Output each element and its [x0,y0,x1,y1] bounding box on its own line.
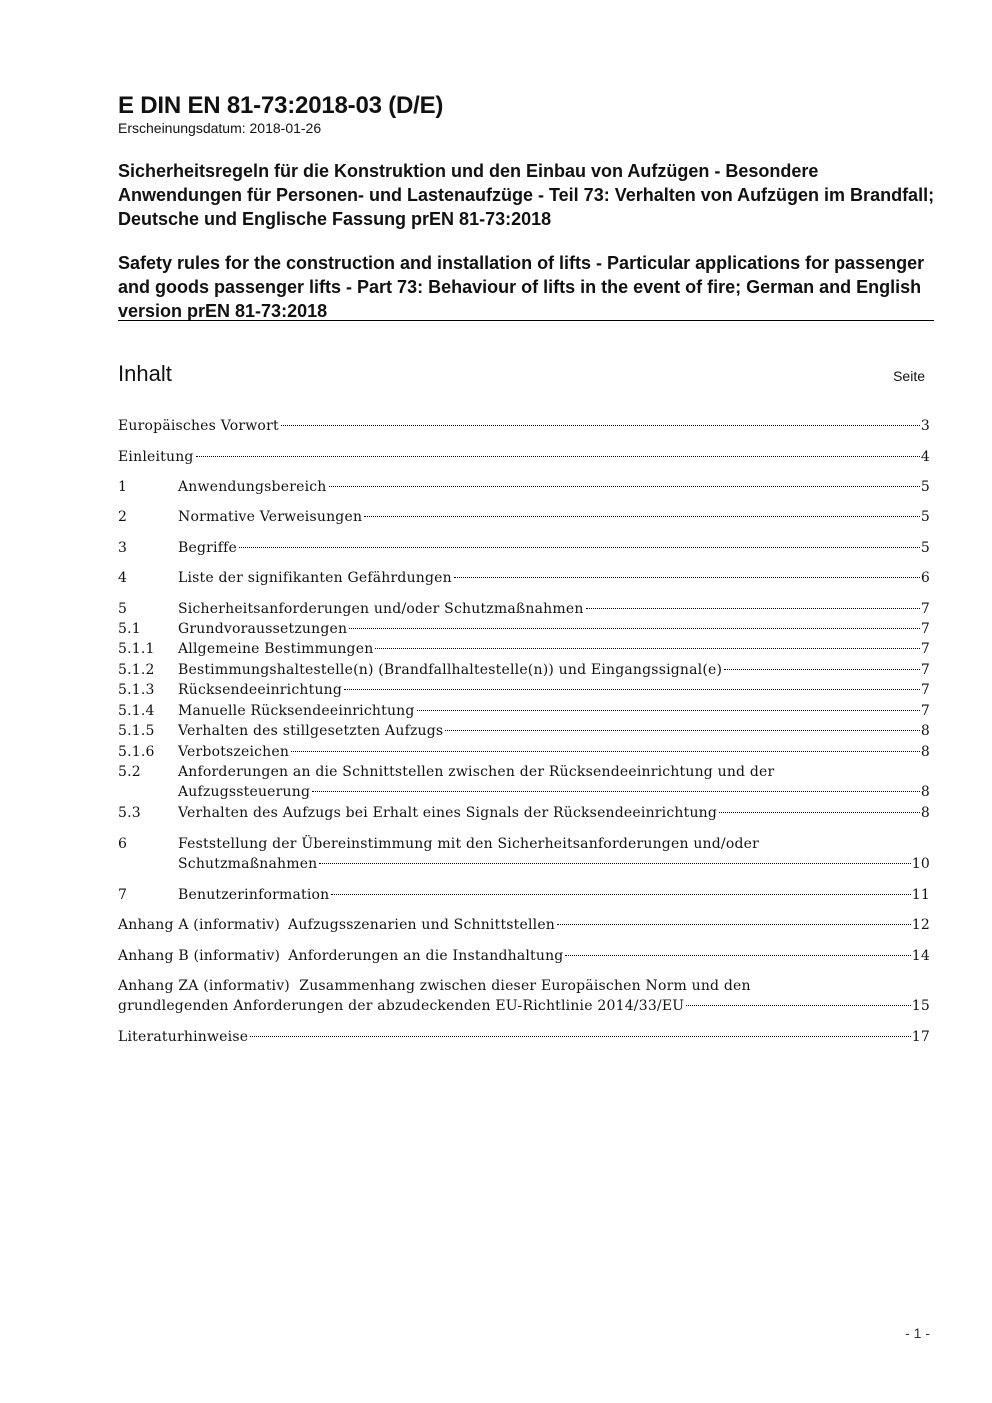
toc-entry-3[interactable] [118,540,930,560]
toc-entry-page: 7 [920,641,930,657]
toc-entry-page: 10 [911,856,930,872]
publication-date: Erscheinungsdatum: 2018-01-26 [118,120,322,136]
toc-entry-anhang-a[interactable] [118,917,930,937]
toc-entry-5-1-6[interactable] [118,744,930,764]
toc-entry-title: Benutzerinformation [178,887,330,903]
toc-entry-page: 8 [920,784,930,800]
toc-entry-page: 7 [920,601,930,617]
toc-entry-5-1[interactable] [118,621,930,641]
toc-entry-5[interactable] [118,601,930,621]
toc-entry-title: Anwendungsbereich [178,479,327,495]
toc-entry-title: Verbotszeichen [178,744,290,760]
toc-entry-5-1-1[interactable] [118,641,930,661]
title-english: Safety rules for the construction and installation of lifts - Particular applications for passenger and goods passenger lifts - Part 73: Behaviour of lifts in the event of fire; German and English version prEN 81-73:2018 [118,253,925,321]
toc-entry-einleitung[interactable] [118,449,930,469]
toc-entry-number: 1 [118,479,128,495]
toc-entry-page: 7 [920,682,930,698]
toc-entry-number: 5 [118,601,128,617]
toc-leader-dots [349,628,920,629]
toc-entry-number: 5.1.1 [118,641,155,657]
toc-entry-5-1-5[interactable] [118,723,930,743]
toc-entry-anhang-b[interactable] [118,948,930,968]
toc-leader-dots [329,486,920,487]
toc-entry-page: 12 [911,917,930,933]
toc-entry-number: Anhang ZA (informativ) [118,978,290,994]
toc-entry-title: Aufzugssteuerung [178,784,311,800]
toc-entry-title: Begriffe [178,540,237,556]
toc-entry-5-2[interactable] [118,764,930,804]
toc-entry-page: 8 [920,744,930,760]
toc-leader-dots [454,577,920,578]
toc-leader-dots [312,791,920,792]
toc-leader-dots [586,608,920,609]
toc-entry-5-1-3[interactable] [118,682,930,702]
toc-entry-number: 5.2 [118,764,141,780]
toc-leader-dots [686,1005,911,1006]
toc-entry-2[interactable] [118,509,930,529]
toc-leader-dots [375,648,919,649]
toc-leader-dots [331,894,910,895]
toc-entry-number: 5.1.3 [118,682,155,698]
toc-entry-title-start: Zusammenhang zwischen dieser Europäischen Norm und den [299,978,751,994]
toc-entry-number: 7 [118,887,128,903]
toc-entry-title: Rücksendeeinrichtung [178,682,343,698]
toc-entry-page: 3 [920,418,930,434]
toc-entry-title-line1: Anforderungen an die Schnittstellen zwischen der Rücksendeeinrichtung und der [178,764,775,780]
toc-entry-7[interactable] [118,887,930,907]
toc-entry-6[interactable] [118,836,930,876]
toc-entry-title: Bestimmungshaltestelle(n) (Brandfallhaltestelle(n)) und Eingangssignal(e) [178,662,723,678]
toc-entry-title: Grundvoraussetzungen [178,621,348,637]
toc-leader-dots [196,456,920,457]
toc-entry-europaeisches-vorwort[interactable] [118,418,930,438]
toc-entry-number: Anhang A (informativ) [118,917,281,933]
toc-entry-number: 4 [118,570,128,586]
toc-entry-page: 5 [920,479,930,495]
toc-entry-number: Anhang B (informativ) [118,948,281,964]
toc-leader-dots [557,924,911,925]
toc-entry-title-line1 [118,978,751,994]
toc-leader-dots [291,751,920,752]
toc-entry-5-1-2[interactable] [118,662,930,682]
toc-entry-number: 5.1.5 [118,723,155,739]
toc-entry-number: 5.1.6 [118,744,155,760]
toc-entry-page: 8 [920,805,930,821]
toc-page-column-header: Seite [893,368,925,384]
toc-leader-dots [319,863,910,864]
toc-entry-page: 5 [920,540,930,556]
toc-entry-anhang-za[interactable] [118,978,930,1018]
toc-entry-page: 15 [911,998,930,1014]
toc-entry-literaturhinweise[interactable] [118,1029,930,1049]
toc-entry-number: 3 [118,540,128,556]
toc-entry-title: Einleitung [118,449,194,465]
toc-entry-title: Europäisches Vorwort [118,418,279,434]
toc-leader-dots [445,730,920,731]
toc-entry-title: grundlegenden Anforderungen der abzudeckenden EU-Richtlinie 2014/33/EU [118,998,685,1014]
title-german: Sicherheitsregeln für die Konstruktion und den Einbau von Aufzügen - Besondere Anwendungen für Personen- und Lastenaufzüge - Teil 73: Verhalten von Aufzügen im Brandfall; Deutsche und Englische Fassung prEN 81-73:2018 [118,161,935,229]
toc-heading: Inhalt [118,361,172,386]
toc-entry-number: 2 [118,509,128,525]
toc-leader-dots [250,1036,911,1037]
title-divider [118,320,934,321]
toc-entry-title: Liste der signifikanten Gefährdungen [178,570,452,586]
toc-entry-number: 5.1.2 [118,662,155,678]
toc-entry-title: Sicherheitsanforderungen und/oder Schutzmaßnahmen [178,601,584,617]
toc-leader-dots [724,669,920,670]
toc-entry-title-line1: Feststellung der Übereinstimmung mit den Sicherheitsanforderungen und/oder [178,836,759,852]
toc-entry-5-1-4[interactable] [118,703,930,723]
toc-entry-title: Normative Verweisungen [178,509,363,525]
toc-entry-page: 7 [920,703,930,719]
toc-entry-page: 5 [920,509,930,525]
toc-entry-title: Allgemeine Bestimmungen [178,641,374,657]
toc-entry-page: 7 [920,662,930,678]
toc-entry-title: Anforderungen an die Instandhaltung [288,948,564,964]
toc-entry-5-3[interactable] [118,805,930,825]
toc-entry-number: 5.1 [118,621,141,637]
toc-entry-page: 8 [920,723,930,739]
toc-entry-title: Literaturhinweise [118,1029,249,1045]
toc-entry-page: 7 [920,621,930,637]
toc-entry-page: 6 [920,570,930,586]
toc-entry-number: 5.1.4 [118,703,155,719]
toc-leader-dots [417,710,920,711]
toc-entry-title: Verhalten des Aufzugs bei Erhalt eines Signals der Rücksendeeinrichtung [178,805,718,821]
toc-entry-title: Verhalten des stillgesetzten Aufzugs [178,723,444,739]
toc-entry-page: 14 [911,948,930,964]
toc-leader-dots [281,425,920,426]
page-number-footer: - 1 - [905,1325,930,1341]
toc-entry-title: Schutzmaßnahmen [178,856,318,872]
toc-entry-4[interactable] [118,570,930,590]
toc-entry-number: 6 [118,836,128,852]
toc-entry-title: Manuelle Rücksendeeinrichtung [178,703,415,719]
toc-leader-dots [344,689,920,690]
toc-leader-dots [719,812,920,813]
toc-leader-dots [565,955,910,956]
toc-entry-page: 11 [911,887,930,903]
toc-entry-1[interactable] [118,479,930,499]
toc-entry-page: 17 [911,1029,930,1045]
toc-entry-number: 5.3 [118,805,141,821]
toc-entry-title: Aufzugsszenarien und Schnittstellen [288,917,556,933]
toc-leader-dots [364,516,920,517]
toc-entry-page: 4 [920,449,930,465]
document-id: E DIN EN 81-73:2018-03 (D/E) [118,92,444,119]
toc-leader-dots [239,547,920,548]
